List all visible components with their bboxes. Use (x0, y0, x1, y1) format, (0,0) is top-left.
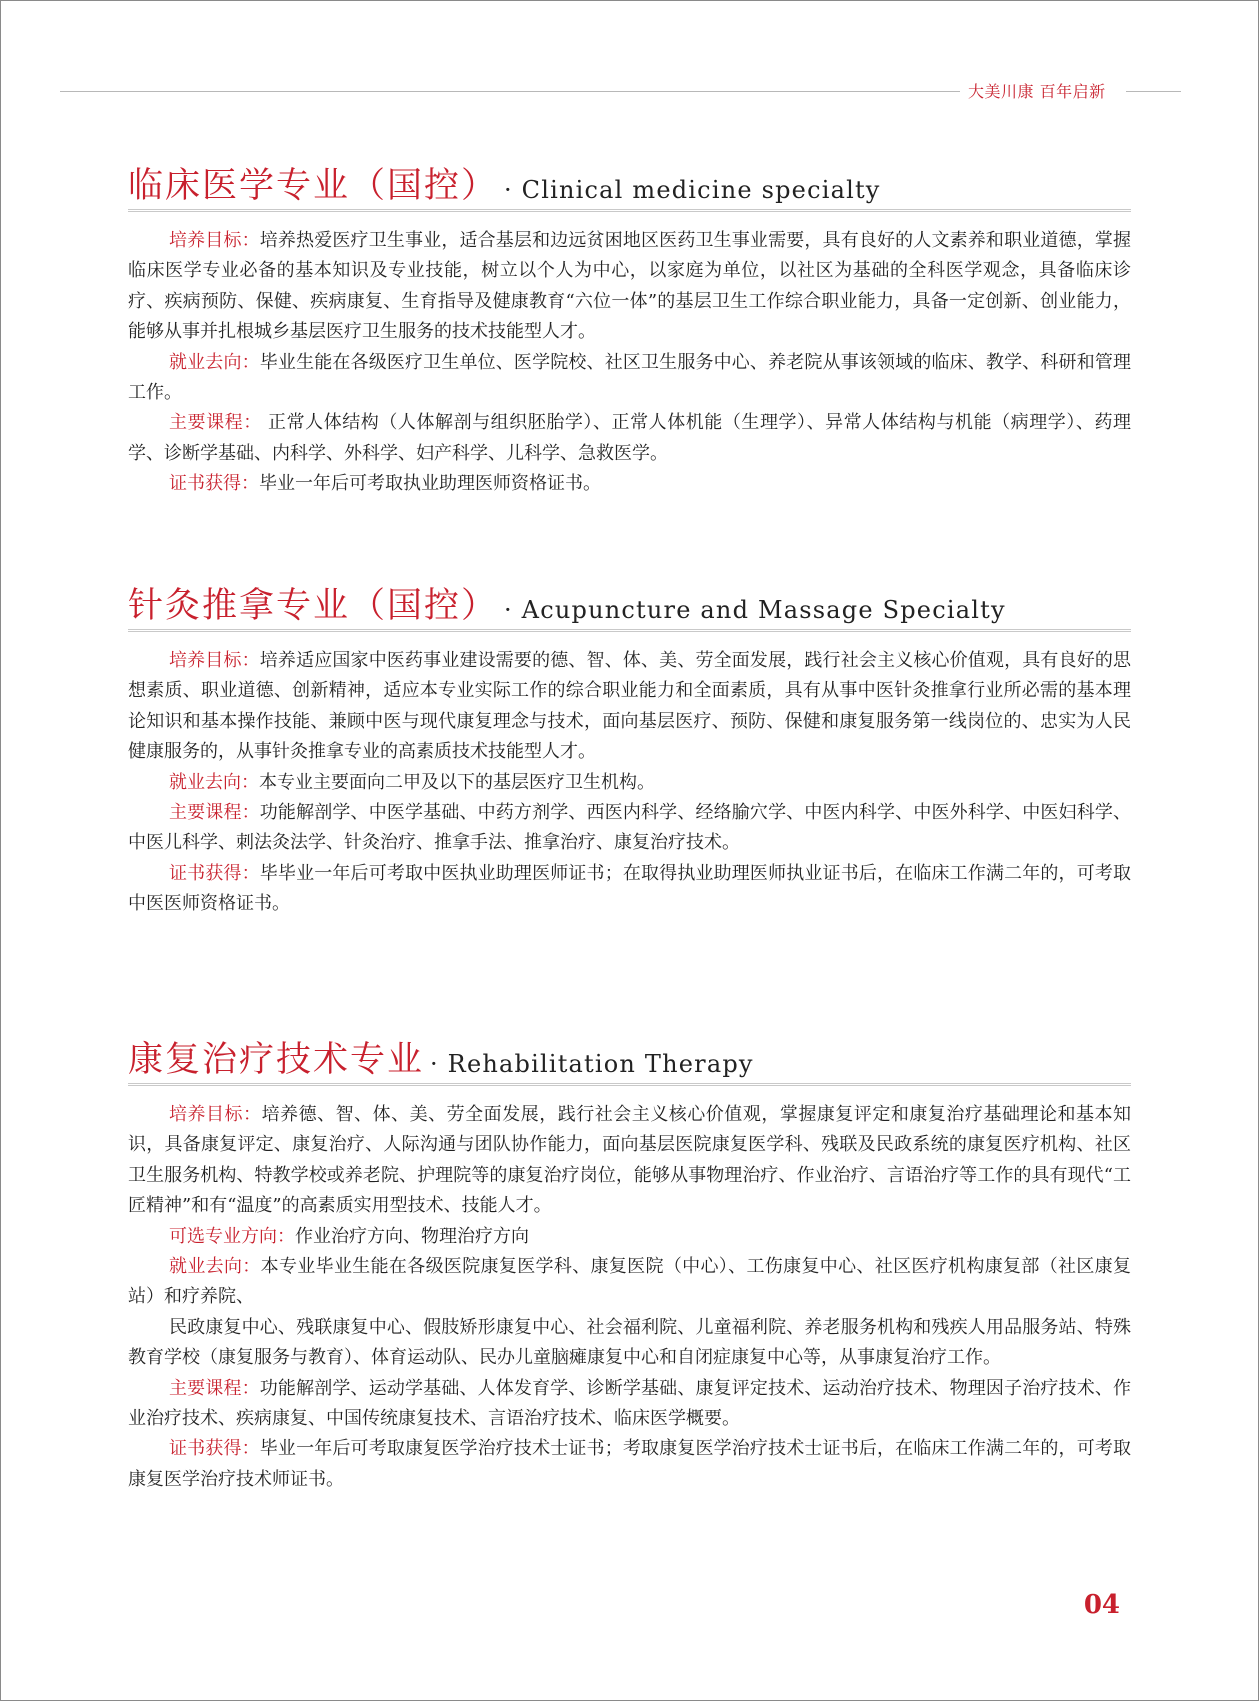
paragraph-text: 功能解剖学、中医学基础、中药方剂学、西医内科学、经络腧穴学、中医内科学、中医外科学、中医妇科学、中医儿科学、刺法灸法学、针灸治疗、推拿手法、推拿治疗、康复治疗技术。 (128, 802, 1132, 854)
paragraph-text: 培养热爱医疗卫生事业，适合基层和边远贫困地区医药卫生事业需要，具有良好的人文素养和职业道德，掌握临床医学专业必备的基本知识及专业技能，树立以个人为中心，以家庭为单位，以社区为基础的全科医学观念，具备临床诊疗、疾病预防、保健、疾病康复、生育指导及健康教育“六位一体”的基层卫生工作综合职业能力，具备一定创新、创业能力，能够从事并扎根城乡基层医疗卫生服务的技术技能型人才。 (128, 230, 1132, 343)
paragraph-label: 就业去向： (169, 771, 259, 793)
paragraph-optional-direction (128, 1222, 1131, 1252)
paragraph-label: 培养目标： (169, 230, 260, 251)
section-acupuncture-massage (128, 574, 1131, 920)
paragraph-main-courses (128, 1374, 1131, 1435)
paragraph-label: 证书获得： (169, 862, 260, 884)
header-brand-text: 大美川康 百年启新 (968, 82, 1106, 101)
paragraph-text: 本专业毕业生能在各级医院康复医学科、康复医院（中心）、工伤康复中心、社区医疗机构康复部（社区康复站）和疗养院、 (128, 1256, 1132, 1308)
section-title (128, 154, 1131, 212)
paragraph-label: 就业去向： (169, 351, 260, 373)
paragraph-text: 毕业生能在各级医疗卫生单位、医学院校、社区卫生服务中心、养老院从事该领域的临床、教学、科研和管理工作。 (128, 351, 1132, 404)
section-title-en: · Rehabilitation Therapy (430, 1050, 754, 1078)
paragraph-employment (128, 768, 1131, 798)
paragraph-employment-continued (128, 1313, 1131, 1374)
section-title-cn: 针灸推拿专业（国控） (128, 586, 499, 626)
section-title-cn: 临床医学专业（国控） (128, 166, 499, 206)
header-rule-left (60, 91, 960, 92)
paragraph-label: 培养目标： (169, 650, 260, 671)
paragraph-label: 证书获得： (169, 473, 259, 495)
paragraph-training-goal (128, 1100, 1131, 1222)
paragraph-text: 民政康复中心、残联康复中心、假肢矫形康复中心、社会福利院、儿童福利院、养老服务机构和残疾人用品服务站、特殊教育学校（康复服务与教育）、体育运动队、民办儿童脑瘫康复中心和自闭症康复中心等，从事康复治疗工作。 (128, 1316, 1131, 1369)
paragraph-text: 培养适应国家中医药事业建设需要的德、智、体、美、劳全面发展，践行社会主义核心价值观，具有良好的思想素质、职业道德、创新精神，适应本专业实际工作的综合职业能力和全面素质，具有从事中医针灸推拿行业所必需的基本理论知识和基本操作技能、兼顾中医与现代康复理念与技术，面向基层医疗、预防、保健和康复服务第一线岗位的、忠实为人民健康服务的，从事针灸推拿专业的高素质技术技能型人才。 (128, 650, 1132, 763)
section-body (128, 226, 1131, 500)
section-title-en: · Acupuncture and Massage Specialty (504, 596, 1006, 624)
paragraph-text: 正常人体结构（人体解剖与组织胚胎学）、正常人体机能（生理学）、异常人体结构与机能（病理学）、药理学、诊断学基础、内科学、外科学、妇产科学、儿科学、急救医学。 (128, 412, 1132, 464)
paragraph-text: 本专业主要面向二甲及以下的基层医疗卫生机构。 (259, 771, 655, 793)
paragraph-text: 毕业一年后可考取康复医学治疗技术士证书；考取康复医学治疗技术士证书后，在临床工作满二年的，可考取康复医学治疗技术师证书。 (128, 1438, 1132, 1490)
section-body (128, 1100, 1131, 1495)
paragraph-label: 可选专业方向： (169, 1225, 295, 1247)
section-title (128, 1028, 1131, 1086)
paragraph-employment (128, 1252, 1131, 1313)
paragraph-main-courses (128, 408, 1131, 469)
paragraph-label: 主要课程： (169, 802, 260, 824)
paragraph-text: 功能解剖学、运动学基础、人体发育学、诊断学基础、康复评定技术、运动治疗技术、物理因子治疗技术、作业治疗技术、疾病康复、中国传统康复技术、言语治疗技术、临床医学概要。 (128, 1377, 1132, 1430)
paragraph-certificate (128, 469, 1131, 499)
section-title-cn: 康复治疗技术专业 (128, 1040, 425, 1080)
page-number: 04 (1083, 1590, 1120, 1620)
paragraph-label: 就业去向： (169, 1256, 261, 1278)
paragraph-label: 主要课程： (169, 1377, 260, 1399)
paragraph-training-goal (128, 226, 1131, 348)
section-clinical-medicine (128, 154, 1131, 500)
paragraph-certificate (128, 1434, 1131, 1495)
paragraph-label: 培养目标： (169, 1104, 262, 1125)
section-title (128, 574, 1131, 632)
paragraph-label: 主要课程： (169, 412, 262, 434)
paragraph-label: 证书获得： (169, 1438, 260, 1460)
paragraph-text: 作业治疗方向、物理治疗方向 (295, 1225, 529, 1247)
section-body (128, 646, 1131, 920)
header-rule-right (1126, 91, 1181, 92)
paragraph-text: 培养德、智、体、美、劳全面发展，践行社会主义核心价值观，掌握康复评定和康复治疗基础理论和基本知识，具备康复评定、康复治疗、人际沟通与团队协作能力，面向基层医院康复医学科、残联及民政系统的康复医疗机构、社区卫生服务机构、特教学校或养老院、护理院等的康复治疗岗位，能够从事物理治疗、作业治疗、言语治疗等工作的具有现代“工匠精神”和有“温度”的高素质实用型技术、技能人才。 (128, 1104, 1132, 1217)
paragraph-employment (128, 348, 1131, 409)
section-title-en: · Clinical medicine specialty (504, 176, 881, 204)
section-rehabilitation-therapy (128, 1028, 1131, 1495)
paragraph-text: 毕毕业一年后可考取中医执业助理医师证书；在取得执业助理医师执业证书后，在临床工作满二年的，可考取中医医师资格证书。 (128, 862, 1132, 915)
paragraph-main-courses (128, 798, 1131, 859)
paragraph-certificate (128, 859, 1131, 920)
paragraph-training-goal (128, 646, 1131, 768)
paragraph-text: 毕业一年后可考取执业助理医师资格证书。 (259, 473, 601, 495)
